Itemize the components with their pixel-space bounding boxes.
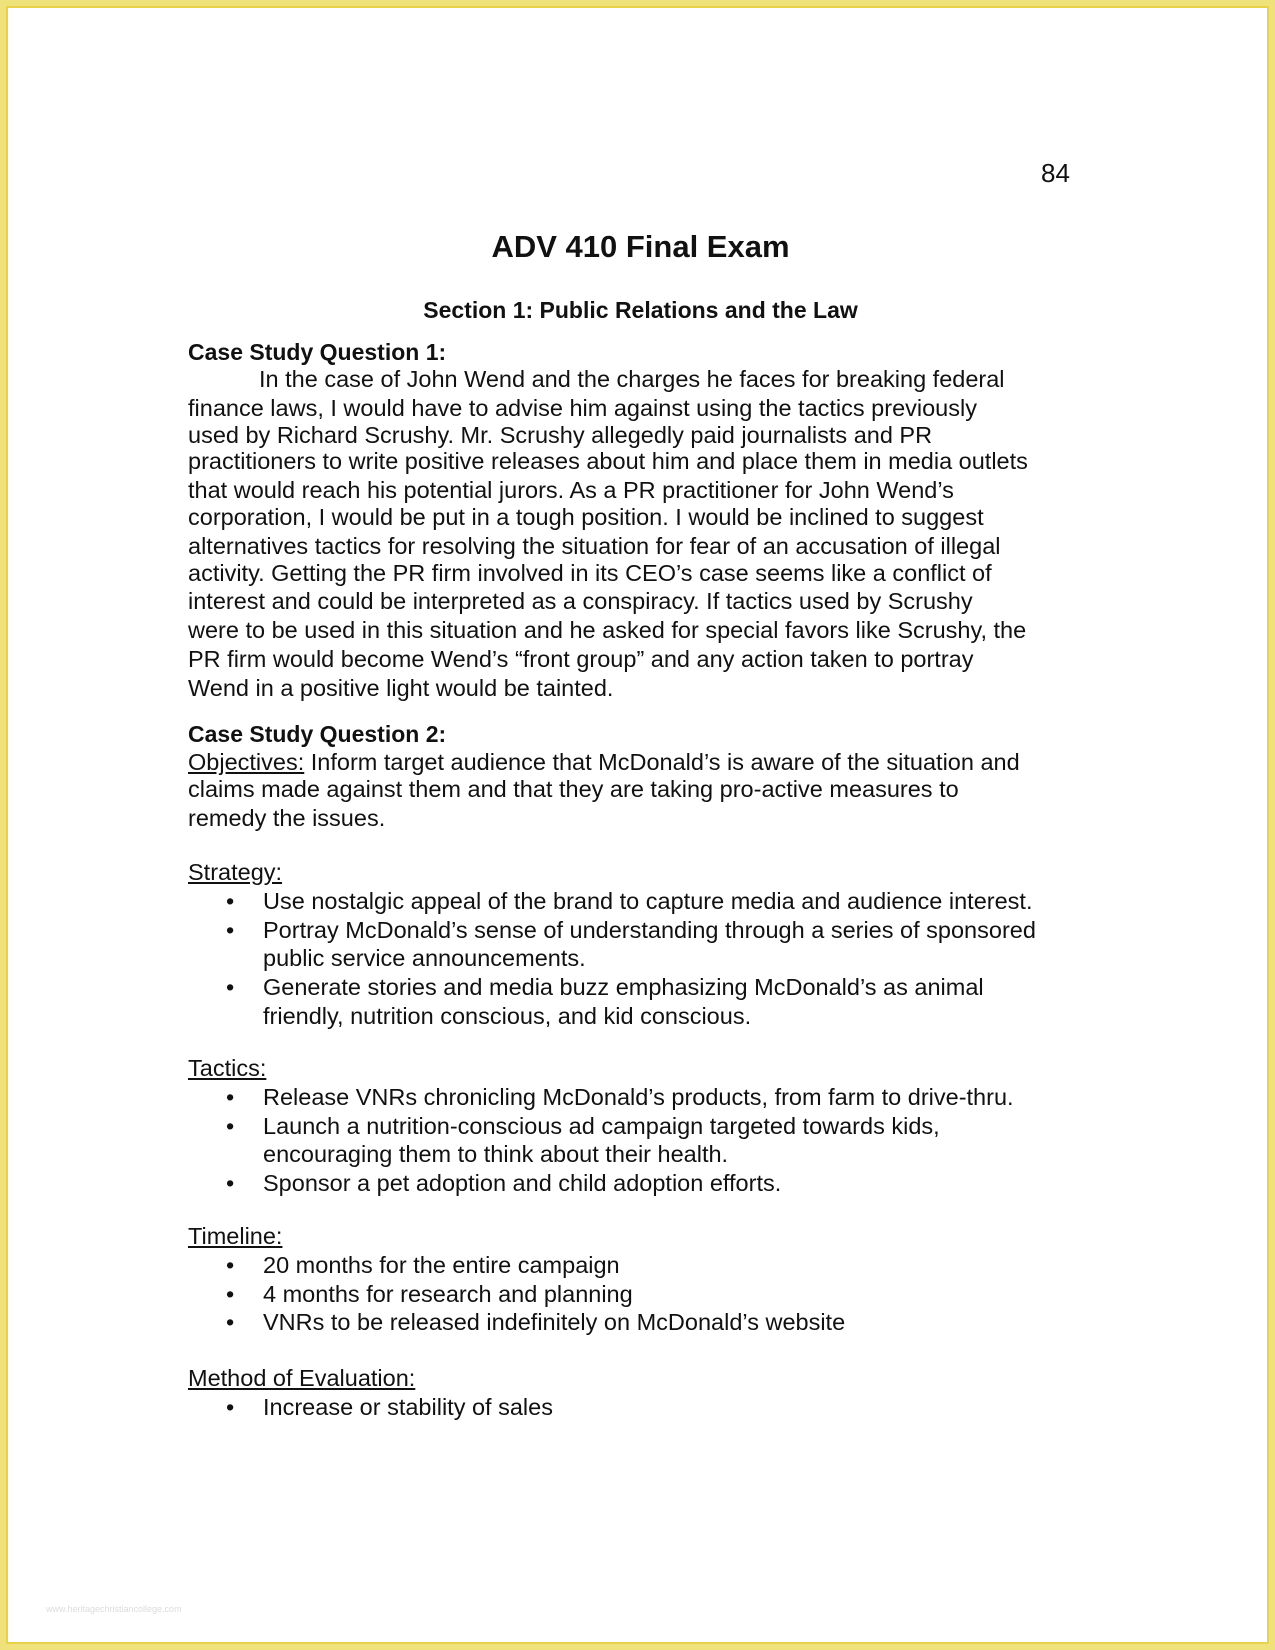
list-item-text: 4 months for research and planning (263, 1280, 633, 1307)
timeline-label: Timeline: (188, 1223, 283, 1249)
answer-line: used by Richard Scrushy. Mr. Scrushy allegedly paid journalists and PR (188, 421, 933, 448)
list-item-text: Release VNRs chronicling McDonald’s products, from farm to drive-thru. (263, 1083, 1014, 1110)
question-2-heading: Case Study Question 2: (188, 721, 447, 747)
list-item-text: Launch a nutrition-conscious ad campaign targeted towards kids, (263, 1112, 940, 1139)
evaluation-list (188, 1393, 1093, 1422)
tactics-list (188, 1083, 1093, 1198)
list-item-text: public service announcements. (263, 945, 586, 972)
list-item (188, 1251, 1093, 1280)
list-item (188, 1393, 1093, 1422)
answer-line: interest and could be interpreted as a conspiracy. If tactics used by Scrushy (188, 588, 973, 615)
objectives-line (188, 748, 1093, 777)
list-item-text: Generate stories and media buzz emphasizing McDonald’s as animal (263, 974, 984, 1001)
timeline-list (188, 1251, 1093, 1337)
objectives-line: remedy the issues. (188, 804, 386, 831)
document-title: ADV 410 Final Exam (491, 229, 790, 264)
list-item (188, 1083, 1093, 1112)
bullet-icon: • (226, 1083, 235, 1110)
objectives-line: claims made against them and that they are taking pro-active measures to (188, 775, 959, 802)
list-item-text: VNRs to be released indefinitely on McDonald’s website (263, 1309, 846, 1336)
bullet-icon: • (226, 1309, 235, 1336)
list-item (188, 1280, 1093, 1309)
watermark: www.heritagechristiancollege.com (46, 1604, 182, 1614)
bullet-icon: • (226, 1170, 235, 1197)
answer-line: In the case of John Wend and the charges he faces for breaking federal (259, 366, 1005, 392)
answer-line: that would reach his potential jurors. As a PR practitioner for John Wend’s (188, 477, 954, 504)
objectives-text: Inform target audience that McDonald’s is aware of the situation and (304, 749, 1020, 775)
answer-line: practitioners to write positive releases about him and place them in media outlets (188, 448, 1028, 475)
answer-line: PR firm would become Wend’s “front group” and any action taken to portray (188, 645, 974, 672)
tactics-section (188, 1054, 1093, 1198)
list-item-text: friendly, nutrition conscious, and kid conscious. (263, 1002, 752, 1029)
list-item (188, 1169, 1093, 1198)
bullet-icon: • (226, 916, 235, 943)
strategy-section (188, 858, 1093, 1031)
answer-line: Wend in a positive light would be tainted. (188, 674, 614, 701)
list-item (188, 887, 1093, 916)
bullet-icon: • (226, 887, 235, 914)
bullet-icon: • (226, 1280, 235, 1307)
list-item-text: Use nostalgic appeal of the brand to capture media and audience interest. (263, 887, 1033, 914)
answer-line: alternatives tactics for resolving the situation for fear of an accusation of illegal (188, 532, 1001, 559)
list-item (188, 1308, 1093, 1337)
list-item-text: Sponsor a pet adoption and child adoption efforts. (263, 1170, 782, 1197)
answer-line: were to be used in this situation and he asked for special favors like Scrushy, the (188, 617, 1027, 644)
evaluation-section (188, 1364, 1093, 1422)
question-1-heading: Case Study Question 1: (188, 339, 447, 365)
strategy-label: Strategy: (188, 859, 283, 885)
section-title: Section 1: Public Relations and the Law (423, 297, 858, 323)
evaluation-label: Method of Evaluation: (188, 1365, 416, 1391)
list-item (188, 916, 1093, 974)
objectives-label: Objectives: (188, 749, 305, 775)
bullet-icon: • (226, 1251, 235, 1278)
list-item-text: 20 months for the entire campaign (263, 1251, 620, 1278)
list-item-text: Portray McDonald’s sense of understanding through a series of sponsored (263, 916, 1036, 943)
timeline-section (188, 1222, 1093, 1337)
list-item (188, 973, 1093, 1031)
answer-line: finance laws, I would have to advise him against using the tactics previously (188, 394, 977, 421)
case-study-question-2 (188, 720, 1093, 832)
list-item-text: encouraging them to think about their health. (263, 1141, 729, 1168)
page-number: 84 (1041, 158, 1070, 188)
bullet-icon: • (226, 1393, 235, 1420)
document-page (6, 6, 1269, 1644)
list-item-text: Increase or stability of sales (263, 1393, 553, 1420)
bullet-icon: • (226, 974, 235, 1001)
question-1-answer (188, 365, 1093, 703)
strategy-list (188, 887, 1093, 1031)
tactics-label: Tactics: (188, 1055, 267, 1081)
list-item (188, 1112, 1093, 1170)
bullet-icon: • (226, 1112, 235, 1139)
case-study-question-1 (188, 338, 1093, 703)
answer-line: activity. Getting the PR firm involved in its CEO’s case seems like a conflict of (188, 559, 992, 586)
answer-line: corporation, I would be put in a tough position. I would be inclined to suggest (188, 503, 984, 530)
